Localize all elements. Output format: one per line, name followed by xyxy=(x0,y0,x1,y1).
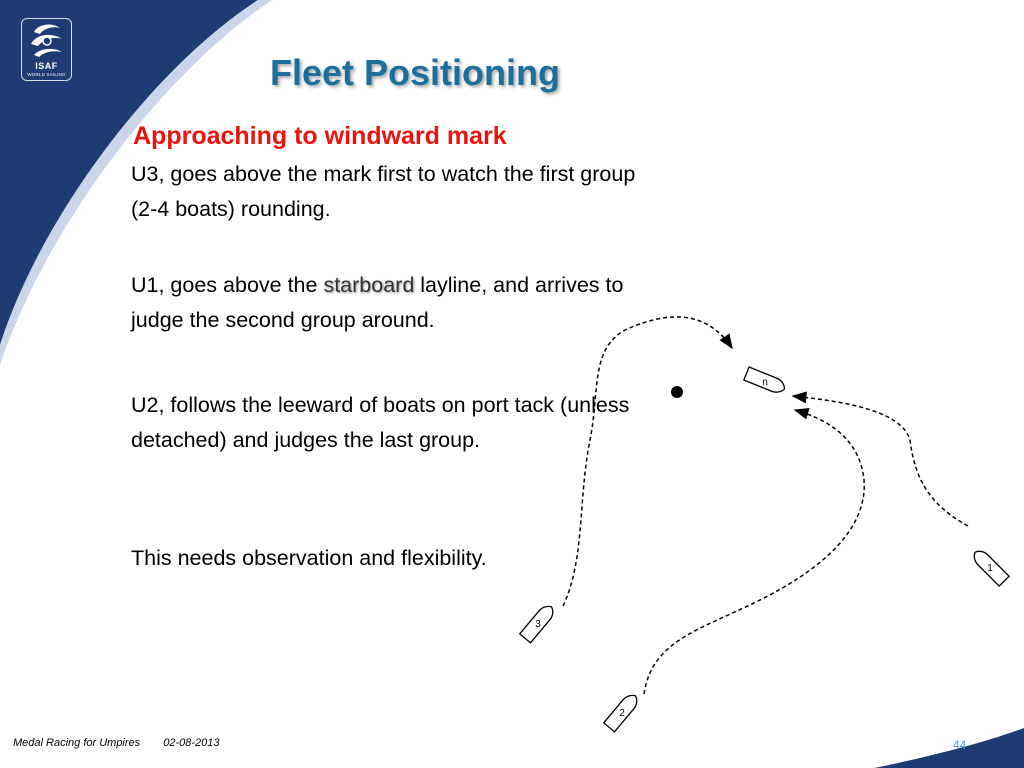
boat-3-track xyxy=(563,317,732,606)
slide-title: Fleet Positioning xyxy=(270,52,561,93)
slide-subtitle: Approaching to windward mark xyxy=(133,122,507,150)
page-number: 44 xyxy=(953,738,967,752)
boat-3-label: 3 xyxy=(535,619,541,630)
logo-wordmark: ISAF xyxy=(35,61,58,71)
starboard-highlight: starboard xyxy=(323,273,415,297)
paragraph-u1-start: U1, goes above the xyxy=(131,273,324,297)
boat-2-track xyxy=(644,410,864,694)
boat-2 xyxy=(604,691,641,731)
footer-course: Medal Racing for Umpires xyxy=(13,737,141,749)
boat-n-label: n xyxy=(762,377,768,388)
boat-1 xyxy=(970,547,1009,586)
paragraph-summary: This needs observation and flexibility. xyxy=(131,546,487,570)
footer-date: 02-08-2013 xyxy=(163,737,220,749)
boat-1-label: 1 xyxy=(987,563,993,574)
windward-mark xyxy=(671,386,683,398)
paragraph-u1-end: layline, and arrives to judge the second group around. xyxy=(131,273,624,332)
paragraph-u3: U3, goes above the mark first to watch the first group (2-4 boats) rounding. xyxy=(131,162,636,221)
boat-n xyxy=(744,367,787,396)
boat-1-track xyxy=(793,396,968,526)
boat-3 xyxy=(520,602,557,642)
boat-2-label: 2 xyxy=(619,708,625,719)
paragraph-u2: U2, follows the leeward of boats on port tack (unless detached) and judges the last group. xyxy=(131,393,630,452)
logo-tagline: WORLD SAILING xyxy=(27,72,66,77)
